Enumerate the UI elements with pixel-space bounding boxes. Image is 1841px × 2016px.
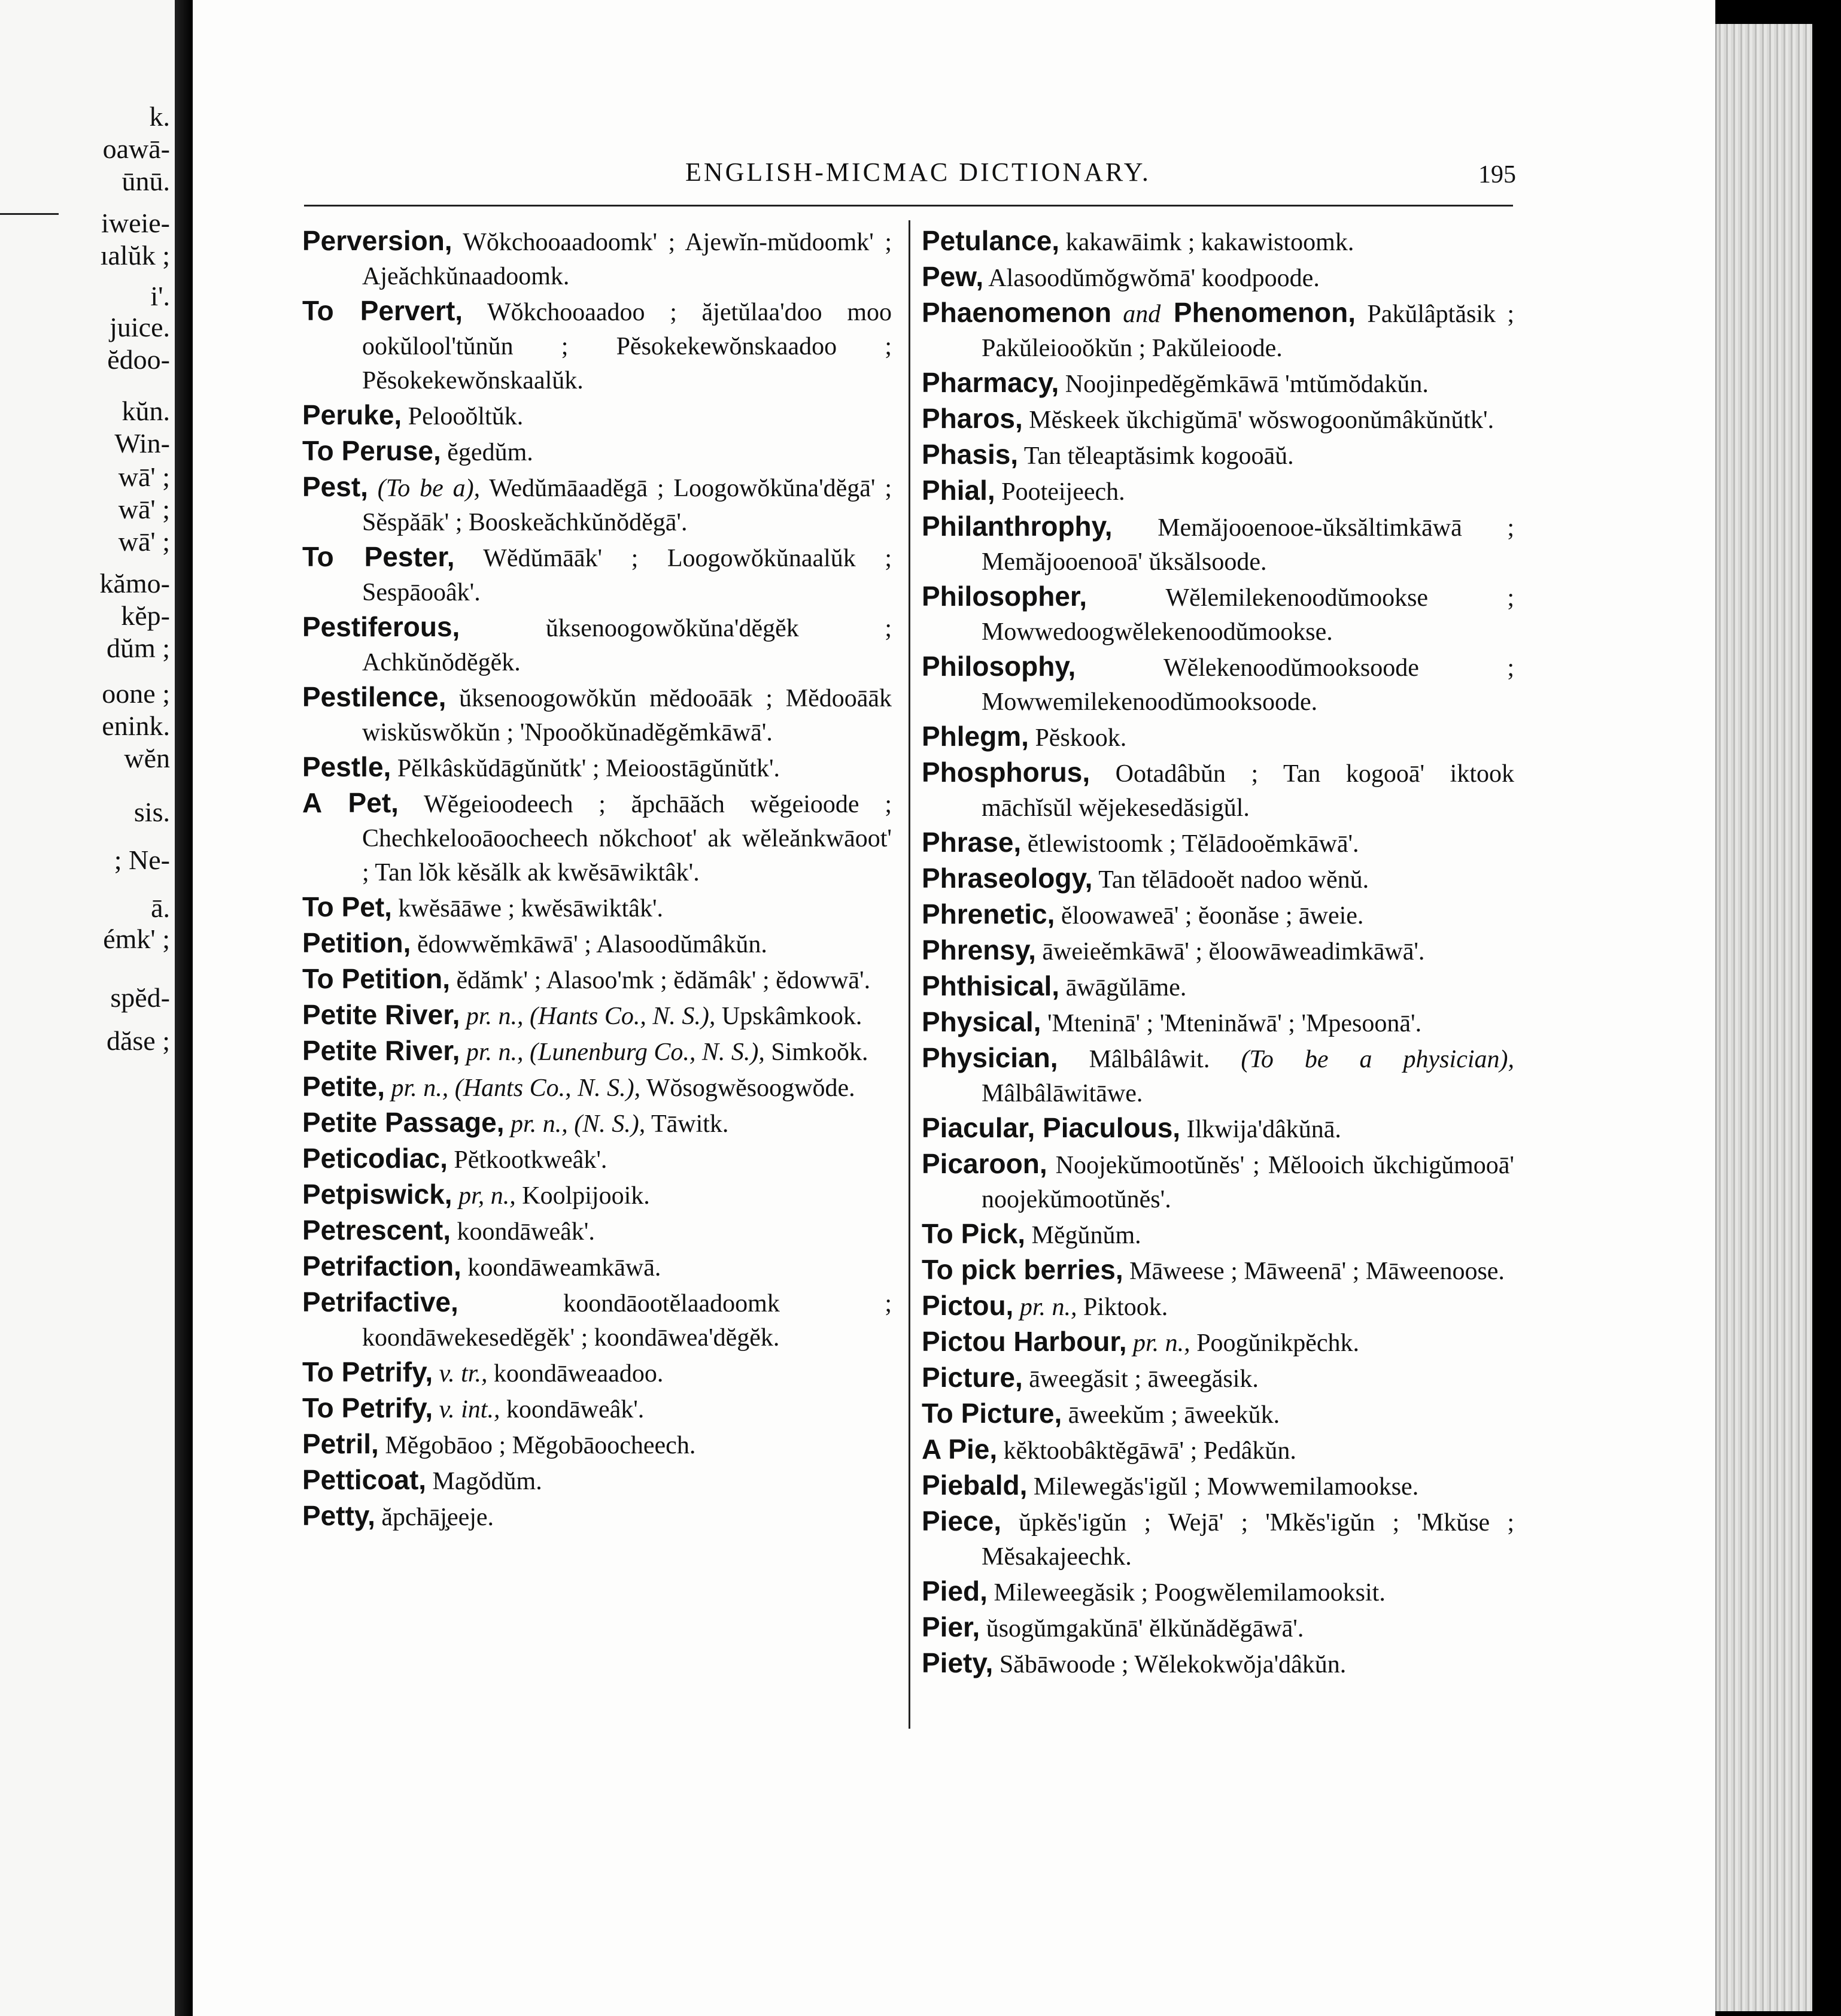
definition: Koolpijooik. (515, 1182, 650, 1210)
definition: Tāwitk. (645, 1110, 729, 1138)
headword: To pick berries, (922, 1254, 1123, 1285)
definition: Noojekŭmootŭnĕs' ; Mĕlooich ŭkchigŭmooā' noojekŭmootŭnĕs'. (982, 1152, 1514, 1213)
definition: āweegăsit ; āweegăsik. (1022, 1365, 1259, 1393)
headword: Phrenetic, (922, 898, 1055, 930)
dictionary-entry (922, 1325, 1514, 1361)
headword: Pictou, (922, 1290, 1014, 1321)
definition: ĕdămk' ; Alasoo'mk ; ĕdămâk' ; ĕdowwā'. (450, 967, 871, 994)
dictionary-entry (302, 1391, 892, 1427)
definition: Alasoodŭmŏgwŏmā' koodpoode. (983, 265, 1320, 292)
left-fragment: oone ; (102, 678, 170, 709)
definition: Magŏdŭm. (426, 1468, 542, 1495)
headword: Phial, (922, 475, 995, 506)
dictionary-entry (302, 1499, 892, 1535)
definition: koondāweaadoo. (487, 1360, 664, 1387)
left-fragment: oawā- (102, 133, 170, 164)
grammar-note: v. tr., (433, 1360, 488, 1387)
dictionary-entry (922, 438, 1514, 473)
headword: Petty, (302, 1500, 375, 1531)
headword: Pestle, (302, 751, 391, 782)
dictionary-entry (302, 470, 892, 540)
definition: Săbāwoode ; Wĕlekokwŏja'dâkŭn. (993, 1651, 1347, 1678)
headword: To Pester, (302, 541, 455, 572)
headword: Petite Passage, (302, 1107, 505, 1138)
definition: kĕktoobâktĕgāwā' ; Pedâkŭn. (997, 1437, 1296, 1465)
left-page-rule (0, 213, 59, 215)
dictionary-entry (922, 897, 1514, 933)
headword: Piebald, (922, 1470, 1028, 1501)
dictionary-entry (302, 1427, 892, 1463)
dictionary-entry (302, 1249, 892, 1285)
dictionary-entry (922, 1504, 1514, 1574)
dictionary-entry (922, 1041, 1514, 1111)
definition: Mileweegăsik ; Poogwĕlemilamooksit. (987, 1579, 1386, 1607)
headword: Phlegm, (922, 721, 1029, 752)
left-column (302, 224, 892, 1535)
definition: ĕloowaweā' ; ĕoonăse ; āweie. (1055, 902, 1364, 930)
definition: Milewegăs'igŭl ; Mowwemilamookse. (1027, 1473, 1419, 1501)
dictionary-entry (302, 1070, 892, 1106)
dictionary-entry (302, 540, 892, 610)
column-divider (909, 220, 910, 1729)
headword: Petpiswick, (302, 1179, 452, 1210)
left-fragment: dăse ; (106, 1025, 170, 1056)
dictionary-entry (302, 398, 892, 434)
headword: To Petrify, (302, 1356, 433, 1387)
headword: Phraseology, (922, 863, 1093, 894)
headword: Petite River, (302, 1035, 460, 1066)
headword: To Peruse, (302, 435, 441, 466)
definition: ăpchāj̧eeje. (375, 1504, 494, 1531)
headword: A Pie, (922, 1434, 998, 1465)
grammar-note: pr. n., (1126, 1329, 1190, 1357)
definition: Wedŭmāaadĕgā ; Loogowŏkŭna'dĕgā' ; Sĕspăāk' ; Booskeăchkŭnŏdĕgā'. (362, 475, 892, 536)
definition: Wŏkchooaadoomk' ; Ajewĭn-mŭdoomk' ; Ajeăchkŭnaadoomk. (362, 229, 892, 290)
definition: Ootadâbŭn ; Tan kogooā' iktook māchĭsŭl wĕjekesedăsigŭl. (982, 760, 1514, 822)
left-page-fragment (0, 0, 175, 2016)
definition: Wĕlemilekenoodŭmookse ; Mowwedoogwĕlekenoodŭmookse. (982, 584, 1514, 646)
grammar-note: (To be a), (367, 475, 481, 502)
dictionary-entry (302, 1141, 892, 1177)
headword: Petite, (302, 1071, 385, 1102)
dictionary-entry (922, 861, 1514, 897)
dictionary-entry (922, 366, 1514, 402)
left-fragment: ; Ne- (114, 845, 170, 875)
dictionary-entry (922, 473, 1514, 509)
definition: ŭksenoogowŏkŭna'dĕgĕk ; Achkŭnŏdĕgĕk. (362, 615, 892, 676)
definition: Wŏsogwĕsoogwŏde. (640, 1074, 855, 1102)
grammar-note: pr. n., (1013, 1294, 1077, 1321)
dictionary-entry (922, 1111, 1514, 1147)
dictionary-entry (302, 294, 892, 398)
dictionary-entry (302, 610, 892, 680)
dictionary-entry (922, 1217, 1514, 1253)
definition: Mĕgobāoo ; Mĕgobāoocheech. (378, 1432, 696, 1459)
definition: Wĕgeioodeech ; ăpchāăch wĕgeioode ; Chechkelooāoocheech nŏkchoot' ak wĕleănkwāoot' ; Tan lŏk kĕsălk ak kwĕsāwiktâk'. (362, 791, 892, 886)
headword: Phasis, (922, 439, 1019, 470)
dictionary-entry (302, 1177, 892, 1213)
grammar-note: pr. n., (Hants Co., N. S.), (460, 1003, 716, 1030)
definition: Māweese ; Māweenā' ; Māweenoose. (1123, 1258, 1505, 1285)
definition: Tan tĕleaptăsimk kogooāŭ. (1018, 442, 1294, 470)
dictionary-entry (302, 1463, 892, 1499)
definition: ŭksenoogowŏkŭn mĕdooāāk ; Mĕdooāāk wiskŭswŏkŭn ; 'Npooŏkŭnadĕgĕmkāwā'. (362, 685, 892, 746)
definition: Mâlbâlâwit. (1058, 1046, 1210, 1073)
headword: Petrifactive, (302, 1286, 458, 1317)
dictionary-entry (922, 649, 1514, 719)
left-fragment: kŭn. (121, 396, 170, 426)
dictionary-entry (922, 260, 1514, 296)
definition: ŭsogŭmgakŭnā' ĕlkŭnădĕgāwā'. (980, 1615, 1304, 1642)
headword: Picture, (922, 1362, 1023, 1393)
dictionary-entry (922, 933, 1514, 969)
dictionary-entry (302, 1034, 892, 1070)
dictionary-entry (922, 296, 1514, 366)
left-fragment: ĕdoo- (107, 344, 170, 375)
headword: A Pet, (302, 787, 399, 818)
dictionary-entry (302, 1355, 892, 1391)
dictionary-entry (922, 1610, 1514, 1646)
dictionary-entry (302, 926, 892, 962)
dictionary-entry (922, 1289, 1514, 1325)
headword: Petrifaction, (302, 1250, 461, 1282)
dictionary-entry (922, 1253, 1514, 1289)
left-fragment: i'. (150, 281, 170, 311)
left-fragment: iweie- (101, 208, 170, 238)
left-fragment: enink. (102, 711, 170, 741)
definition: Simkoŏk. (764, 1039, 868, 1066)
headword: Phaenomenon (922, 297, 1111, 328)
dictionary-entry (922, 1574, 1514, 1610)
dictionary-entry (922, 509, 1514, 579)
headword: Pestilence, (302, 681, 446, 712)
definition: Pooteijeech. (995, 478, 1125, 506)
grammar-note: (To be a physician), (1210, 1046, 1514, 1073)
dictionary-entry (922, 1147, 1514, 1217)
dictionary-entry (302, 224, 892, 294)
definition: Mĕgŭnŭm. (1025, 1222, 1141, 1249)
definition: Pĕtkootkweâk'. (447, 1146, 607, 1174)
definition: Mâlbâlāwitāwe. (982, 1080, 1143, 1107)
headword: Petition, (302, 927, 411, 958)
page-edges (1715, 24, 1812, 2011)
headword: Petulance, (922, 225, 1060, 256)
dictionary-entry (302, 962, 892, 998)
headword: Phrase, (922, 827, 1022, 858)
page-number: 195 (1478, 161, 1516, 189)
left-fragment: ıalŭk ; (100, 240, 170, 271)
dictionary-entry (302, 750, 892, 786)
headword: Pied, (922, 1575, 988, 1607)
left-fragment: wā' ; (118, 494, 170, 524)
dictionary-entry (922, 969, 1514, 1005)
left-fragment: émk' ; (103, 924, 170, 954)
headword: To Pet, (302, 891, 392, 922)
dictionary-entry (922, 1005, 1514, 1041)
headword: Piacular, Piaculous, (922, 1112, 1181, 1143)
headword: Pestiferous, (302, 611, 460, 642)
headword: Petrescent, (302, 1215, 451, 1246)
headword: Petril, (302, 1428, 379, 1459)
dictionary-entry (922, 1432, 1514, 1468)
dictionary-entry (922, 1396, 1514, 1432)
dictionary-entry (922, 224, 1514, 260)
dictionary-entry (922, 825, 1514, 861)
dictionary-entry (922, 1361, 1514, 1396)
headword: Phenomenon, (1161, 297, 1356, 328)
dictionary-entry (922, 719, 1514, 755)
definition: Pakŭlâptăsik ; Pakŭleiooŏkŭn ; Pakŭleioode. (982, 300, 1515, 362)
definition: Pĕskook. (1028, 724, 1127, 752)
grammar-note: v. int., (433, 1396, 500, 1423)
headword: Petite River, (302, 999, 460, 1030)
headword: Pest, (302, 471, 368, 502)
dictionary-entry (302, 680, 892, 750)
left-fragment: kămo- (99, 568, 170, 599)
dictionary-entry (922, 402, 1514, 438)
left-fragment: spĕd- (110, 982, 170, 1013)
dictionary-entry (302, 1213, 892, 1249)
dictionary-entry (302, 434, 892, 470)
grammar-note: pr. n., (N. S.), (504, 1110, 646, 1138)
definition: Poogŭnikpĕchk. (1190, 1329, 1359, 1357)
definition: koondāweamkāwā. (461, 1254, 661, 1282)
definition: 'Mteninā' ; 'Mteninăwā' ; 'Mpesoonā'. (1041, 1010, 1422, 1037)
headword: Phthisical, (922, 970, 1060, 1001)
left-fragment: dŭm ; (106, 633, 170, 663)
left-fragment: k. (149, 101, 170, 132)
left-fragment: sis. (133, 797, 170, 827)
grammar-note: pr. n., (Hants Co., N. S.), (385, 1074, 641, 1102)
headword: Piety, (922, 1647, 994, 1678)
headword: To Petrify, (302, 1392, 433, 1423)
headword: To Picture, (922, 1398, 1062, 1429)
headword: Pictou Harbour, (922, 1326, 1127, 1357)
dictionary-entry (302, 890, 892, 926)
headword: Picaroon, (922, 1148, 1047, 1179)
definition: Ilkwija'dâkŭnā. (1180, 1116, 1341, 1143)
definition: ĕgedŭm. (440, 439, 533, 466)
header-rule (304, 205, 1513, 207)
definition: koondāweâk'. (500, 1396, 645, 1423)
headword: Perversion, (302, 225, 452, 256)
definition: koondāootĕlaadoomk ; koondāwekesedĕgĕk' ; koondāwea'dĕgĕk. (362, 1290, 892, 1352)
definition: Wŏkchooaadoo ; ăjetŭlaa'doo moo ookŭlool'tŭnŭn ; Pĕsokekewŏnskaadoo ; Pĕsokekewŏnskaalŭk. (362, 299, 892, 394)
grammar-note: and (1111, 300, 1161, 328)
headword: Philosopher, (922, 581, 1087, 612)
book-gutter (175, 0, 193, 2016)
left-fragment: juice. (110, 312, 170, 342)
definition: Pĕlkâskŭdāgŭnŭtk' ; Meioostāgŭnŭtk'. (391, 755, 780, 782)
definition: Piktook. (1077, 1294, 1168, 1321)
definition: kwĕsāāwe ; kwĕsāwiktâk'. (391, 895, 664, 922)
headword: Phosphorus, (922, 757, 1090, 788)
headword: Pier, (922, 1611, 980, 1642)
headword: Phrensy, (922, 934, 1036, 966)
left-fragment: wā' ; (118, 526, 170, 557)
dictionary-entry (302, 1106, 892, 1141)
headword: Pew, (922, 261, 984, 292)
dictionary-entry (922, 1646, 1514, 1682)
definition: Tan tĕlādooĕt nadoo wĕnŭ. (1092, 866, 1369, 894)
dictionary-entry (922, 755, 1514, 825)
definition: kakawāimk ; kakawistoomk. (1059, 229, 1354, 256)
headword: Peticodiac, (302, 1143, 448, 1174)
headword: Philanthrophy, (922, 511, 1113, 542)
dictionary-entry (302, 1285, 892, 1355)
definition: āweieĕmkāwā' ; ĕloowāweadimkāwā'. (1035, 938, 1425, 966)
headword: Piece, (922, 1505, 1001, 1537)
headword: Peruke, (302, 399, 402, 430)
left-fragment: ā. (151, 892, 170, 923)
dictionary-entry (302, 786, 892, 890)
left-fragment: kĕp- (121, 600, 170, 631)
headword: To Pervert, (302, 295, 463, 326)
dictionary-entry (302, 998, 892, 1034)
definition: āweekŭm ; āweekŭk. (1062, 1401, 1280, 1429)
definition: Memăjooenooe-ŭksăltimkāwā ; Memăjooenooā' ŭksălsoode. (982, 514, 1514, 576)
dictionary-entry (922, 579, 1514, 649)
definition: Upskâmkook. (715, 1003, 862, 1030)
left-fragment: wā' ; (118, 462, 170, 492)
headword: Physical, (922, 1006, 1041, 1037)
right-column (922, 224, 1514, 1682)
headword: Philosophy, (922, 651, 1076, 682)
definition: Pelooŏltŭk. (402, 403, 524, 430)
definition: koondāweâk'. (451, 1218, 595, 1246)
definition: ŭpkĕs'igŭn ; Wejā' ; 'Mkĕs'igŭn ; 'Mkŭse ; Mĕsakajeechk. (982, 1509, 1514, 1571)
headword: Physician, (922, 1042, 1058, 1073)
definition: Noojinpedĕgĕmkāwā 'mtŭmŏdakŭn. (1059, 371, 1429, 398)
left-fragment: Win- (114, 428, 170, 459)
left-fragment: wĕn (124, 743, 170, 773)
definition: ĕdowwĕmkāwā' ; Alasoodŭmâkŭn. (411, 931, 767, 958)
dictionary-entry (922, 1468, 1514, 1504)
left-fragment: ūnū. (121, 166, 170, 196)
definition: āwāgŭlāme. (1059, 974, 1187, 1001)
running-header: ENGLISH-MICMAC DICTIONARY. (685, 157, 1151, 187)
grammar-note: pr, n., (452, 1182, 516, 1210)
definition: Mĕskeek ŭkchigŭmā' wŏswogoonŭmâkŭnŭtk'. (1022, 406, 1494, 434)
definition: ĕtlewistoomk ; Tĕlādooĕmkāwā'. (1021, 830, 1359, 858)
headword: To Pick, (922, 1218, 1025, 1249)
definition: Wĕdŭmāāk' ; Loogowŏkŭnaalŭk ; Sespāooâk'. (362, 545, 892, 606)
headword: Pharos, (922, 403, 1023, 434)
headword: To Petition, (302, 963, 451, 994)
grammar-note: pr. n., (Lunenburg Co., N. S.), (460, 1039, 765, 1066)
headword: Pharmacy, (922, 367, 1059, 398)
headword: Petticoat, (302, 1464, 427, 1495)
definition: Wĕlekenoodŭmooksoode ; Mowwemilekenoodŭmooksoode. (982, 654, 1514, 716)
